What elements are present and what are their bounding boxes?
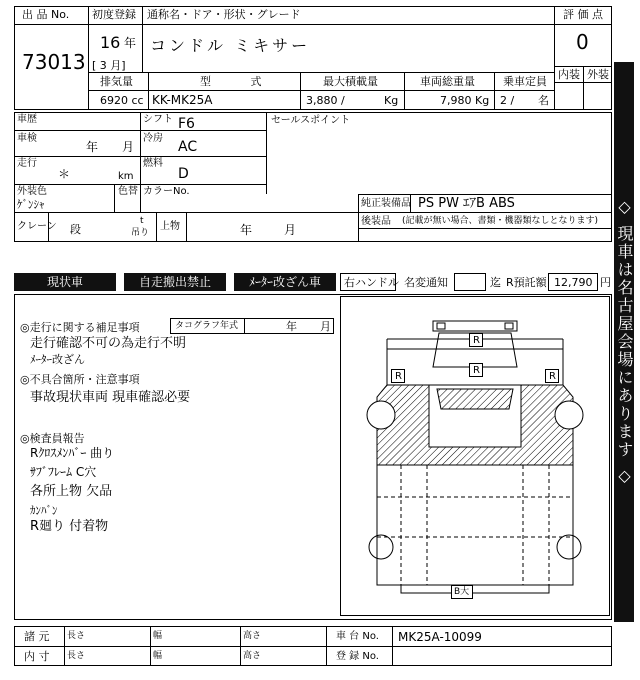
damage-mark-r-label: R [395, 371, 402, 382]
crane-lift: 吊り [131, 228, 150, 238]
no-self-drive-badge: 自走搬出禁止 [124, 273, 226, 291]
history-label: 車歴 [17, 114, 37, 125]
interior-label: 内装 [558, 68, 580, 81]
damage-mark-r-label: R [549, 371, 556, 382]
deposit-prefix: 迄 [490, 276, 501, 289]
first-reg-label: 初度登録 [92, 8, 136, 21]
gross-weight-label: 車両総重量 [420, 75, 475, 88]
location-banner: ◇ 現車は名古屋会場にあります ◇ [614, 62, 634, 622]
chassis-label: 車 台 No. [336, 631, 379, 642]
body-year: 年 [240, 223, 253, 237]
reg-year: 16 [100, 33, 121, 52]
supplement-line: 走行確認不可の為走行不明 [30, 336, 187, 351]
displacement-value: 6920 cc [100, 94, 144, 107]
reg-month: [ 3 月] [92, 59, 126, 72]
deposit-value: 12,790 [554, 276, 593, 289]
name-label: 通称名・ドア・形状・グレード [147, 8, 301, 21]
equipment-label: 純正装備品 [361, 198, 411, 209]
length-label: 長さ [67, 631, 86, 641]
inspection-year: 年 [86, 140, 99, 154]
defect-line: 事故現状車両 現車確認必要 [30, 390, 191, 405]
damage-mark-r-label: R [473, 365, 480, 376]
damage-mark-r-label: R [473, 335, 480, 346]
inspector-line: Rｸﾛｽﾒﾝﾊﾞｰ 曲り [30, 446, 115, 460]
capacity-value: 2 / [500, 94, 515, 107]
height-label: 高さ [243, 631, 262, 641]
model-label: 型 式 [200, 75, 280, 88]
tachograph-label: タコグラフ年式 [175, 321, 239, 331]
reg-year-unit: 年 [124, 36, 137, 50]
crane-label: クレーン [17, 221, 57, 232]
max-load-value: 3,880 / [306, 94, 345, 107]
mileage-unit: km [118, 171, 134, 182]
capacity-unit: 名 [538, 94, 549, 107]
rating-label: 評 価 点 [563, 8, 603, 21]
deposit-label: R預託額 [506, 276, 547, 289]
tachograph-year: 年 [286, 320, 297, 333]
mileage-value: ＊ [58, 167, 71, 181]
length-label: 長さ [67, 651, 86, 661]
color-no-label: カラーNo. [143, 186, 190, 197]
inspection-label: 車検 [17, 133, 37, 144]
fuel-label: 燃料 [143, 158, 163, 169]
ac-label: 冷房 [143, 133, 163, 144]
model-value: KK-MK25A [152, 93, 213, 107]
height-label: 高さ [243, 651, 262, 661]
mileage-label: 走行 [17, 158, 37, 169]
damage-diagram [340, 296, 610, 616]
car-name: コンドル ミキサー [150, 36, 311, 55]
lot-label: 出 品 No. [22, 8, 70, 21]
body-label: 上物 [160, 221, 180, 232]
crane-stage: 段 [70, 223, 81, 236]
shift-value: F6 [178, 116, 195, 132]
right-hand-label: 右ハンドル [344, 276, 399, 289]
reg-no-label: 登 録 No. [336, 651, 379, 662]
width-label: 幅 [153, 651, 163, 661]
gross-weight-value: 7,980 Kg [440, 94, 490, 107]
name-change-label: 名変通知 [404, 276, 448, 289]
meter-tampered-badge: ﾒｰﾀｰ改ざん車 [234, 273, 336, 291]
inspection-month: 月 [122, 140, 135, 154]
exterior-label: 外装 [587, 68, 609, 81]
max-load-unit: Kg [384, 94, 399, 107]
selling-point-label: セールスポイント [271, 115, 351, 126]
shift-label: シフト [143, 114, 173, 125]
max-load-label: 最大積載量 [323, 75, 378, 88]
tachograph-month: 月 [320, 320, 331, 333]
color-code-label: 色替 [118, 186, 138, 197]
crane-t: t [140, 216, 144, 226]
inspector-title: ◎検査員報告 [20, 432, 85, 445]
inspector-line: R廻り 付着物 [30, 519, 109, 534]
width-label: 幅 [153, 631, 163, 641]
aftermarket-label: 後装品 [361, 216, 391, 227]
color-value: ｹﾞﾝｼｬ [17, 198, 45, 211]
defect-title: ◎不具合箇所・注意事項 [20, 373, 140, 386]
aftermarket-note: (記載が無い場合、書類・機器類なしとなります) [402, 216, 599, 226]
ac-value: AC [178, 139, 198, 155]
body-month: 月 [284, 223, 297, 237]
inspector-line: 各所上物 欠品 [30, 484, 113, 499]
shogen-label: 諸 元 [24, 630, 50, 643]
damage-mark-b-label: B大 [454, 587, 470, 597]
fuel-value: D [178, 166, 189, 182]
equipment-value: PS PW ｴｱB ABS [418, 196, 515, 211]
lot-number: 73013 [22, 50, 86, 74]
color-label: 外装色 [17, 186, 47, 197]
supplement-title: ◎走行に関する補足事項 [20, 321, 140, 334]
chassis-value: MK25A-10099 [398, 630, 482, 644]
supplement-line: ﾒｰﾀｰ改ざん [30, 353, 85, 366]
displacement-label: 排気量 [100, 75, 133, 88]
deposit-unit: 円 [600, 276, 611, 289]
rating-value: 0 [576, 30, 589, 54]
current-state-badge: 現状車 [14, 273, 116, 291]
capacity-label: 乗車定員 [503, 75, 547, 88]
inspector-line: ｻﾌﾞﾌﾚｰﾑ C穴 [30, 465, 97, 479]
naisun-label: 内 寸 [24, 650, 50, 663]
inspector-line: ｶﾝﾊﾞﾝ [30, 504, 58, 517]
